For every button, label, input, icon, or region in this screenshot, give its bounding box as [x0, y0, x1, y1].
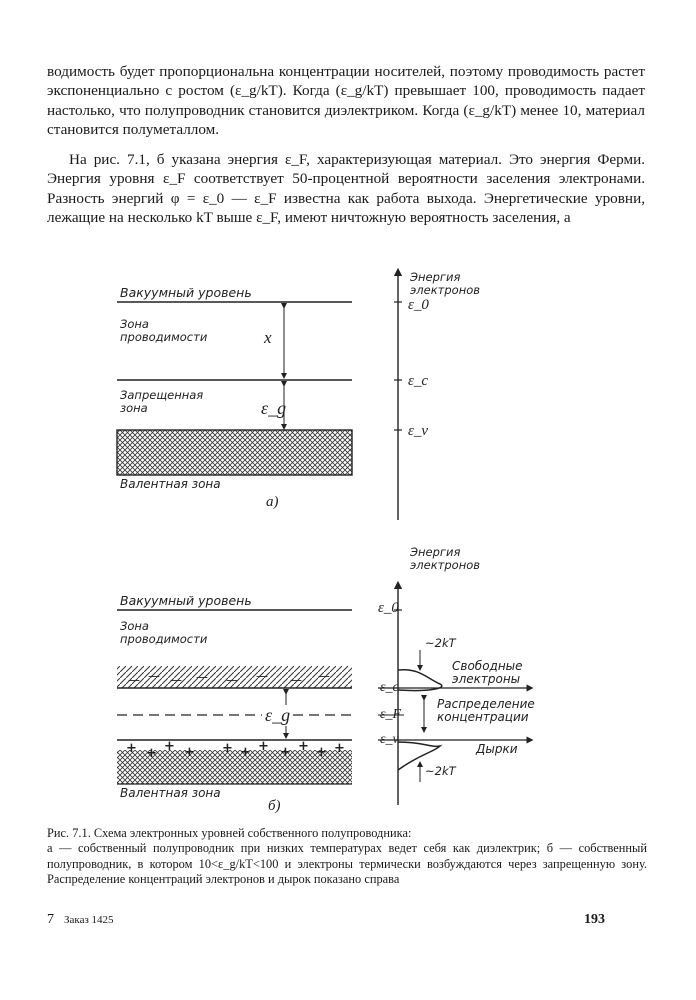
- footer-signature-num: 7: [47, 912, 54, 927]
- svg-text:—: —: [226, 673, 238, 687]
- svg-text:+: +: [164, 739, 175, 754]
- svg-text:—: —: [256, 669, 268, 683]
- a-axis-title-1: Энергия: [410, 270, 461, 284]
- a-eg-label: ε_g: [261, 398, 287, 418]
- b-holes-label: Дырки: [476, 742, 518, 756]
- svg-text:+: +: [258, 739, 269, 754]
- paragraph-1: водимость будет пропорциональна концентрации носителей, поэтому проводимость растет экспоненциально с ростом (ε_g/kT). Когда (ε_g/kT) превышает 100, проводимость падает настолько, что полупроводник становится диэлектриком. Когда (ε_g/kT) менее 10, материал становится полуметаллом.: [47, 63, 645, 139]
- a-conduction-label-1: Зона: [120, 317, 149, 331]
- svg-text:—: —: [128, 673, 140, 687]
- b-kt-bottom: ~2kT: [425, 764, 456, 778]
- caption-title: Рис. 7.1. Схема электронных уровней собственного полупроводника:: [47, 826, 412, 840]
- svg-text:+: +: [240, 745, 251, 760]
- b-e0-label: ε_0: [378, 600, 399, 616]
- page-number: 193: [584, 912, 605, 927]
- a-ec-label: ε_c: [408, 373, 429, 389]
- b-axis-title-2: электронов: [410, 558, 481, 572]
- b-kt-top: ~2kT: [425, 636, 456, 650]
- svg-text:—: —: [148, 669, 160, 683]
- svg-text:—: —: [196, 670, 208, 684]
- a-e0-label: ε_0: [408, 297, 429, 313]
- b-distribution-1: Распределение: [437, 697, 535, 711]
- a-valence-band: [117, 430, 352, 475]
- a-panel-label: а): [266, 494, 279, 510]
- b-ev-label: ε_v: [380, 732, 399, 747]
- b-ef-label: ε_F: [380, 707, 402, 722]
- svg-text:+: +: [334, 741, 345, 756]
- figure-caption: [47, 826, 647, 888]
- b-free-electrons-1: Свободные: [452, 659, 523, 673]
- svg-text:—: —: [318, 669, 330, 683]
- svg-text:+: +: [298, 739, 309, 754]
- svg-text:—: —: [290, 673, 302, 687]
- b-panel-label: б): [268, 798, 281, 814]
- a-axis-title-2: электронов: [410, 283, 481, 297]
- svg-text:+: +: [280, 745, 291, 760]
- a-x-label: x: [264, 328, 272, 347]
- svg-text:+: +: [222, 741, 233, 756]
- b-axis-title-1: Энергия: [410, 545, 461, 559]
- a-ev-label: ε_v: [408, 423, 429, 439]
- b-conduction-label-1: Зона: [120, 619, 149, 633]
- a-conduction-label-2: проводимости: [120, 330, 208, 344]
- b-vacuum-label: Вакуумный уровень: [120, 593, 252, 608]
- a-forbidden-label-1: Запрещенная: [120, 388, 204, 402]
- caption-body: а — собственный полупроводник при низких температурах ведет себя как диэлектрик; б — собственный полупроводник, в котором 10<ε_g/kT<100 и электроны термически возбуждаются через запрещенную зону. Распределение концентраций электронов и дырок показано справа: [47, 841, 647, 887]
- b-eg-label: ε_g: [262, 705, 293, 726]
- a-forbidden-label-2: зона: [120, 401, 148, 415]
- svg-text:+: +: [184, 745, 195, 760]
- footer-order: Заказ 1425: [64, 914, 114, 926]
- paragraph-2: На рис. 7.1, б указана энергия ε_F, характеризующая материал. Это энергия Ферми. Энергия уровня ε_F соответствует 50-процентной вероятности заселения электронами. Разность энергий φ = ε_0 — ε_F известна как работа выхода. Энергетические уровни, лежащие на несколько kT выше ε_F, имеют ничтожную вероятность заселения, а: [47, 151, 645, 227]
- svg-text:+: +: [316, 745, 327, 760]
- b-ec-label: ε_c: [380, 680, 399, 695]
- b-valence-label: Валентная зона: [120, 786, 221, 800]
- a-vacuum-label: Вакуумный уровень: [120, 285, 252, 300]
- a-valence-label: Валентная зона: [120, 477, 221, 491]
- b-conduction-label-2: проводимости: [120, 632, 208, 646]
- svg-text:+: +: [126, 741, 137, 756]
- b-free-electrons-2: электроны: [452, 672, 521, 686]
- svg-text:+: +: [146, 746, 157, 761]
- svg-text:—: —: [170, 673, 182, 687]
- b-distribution-2: концентрации: [437, 710, 529, 724]
